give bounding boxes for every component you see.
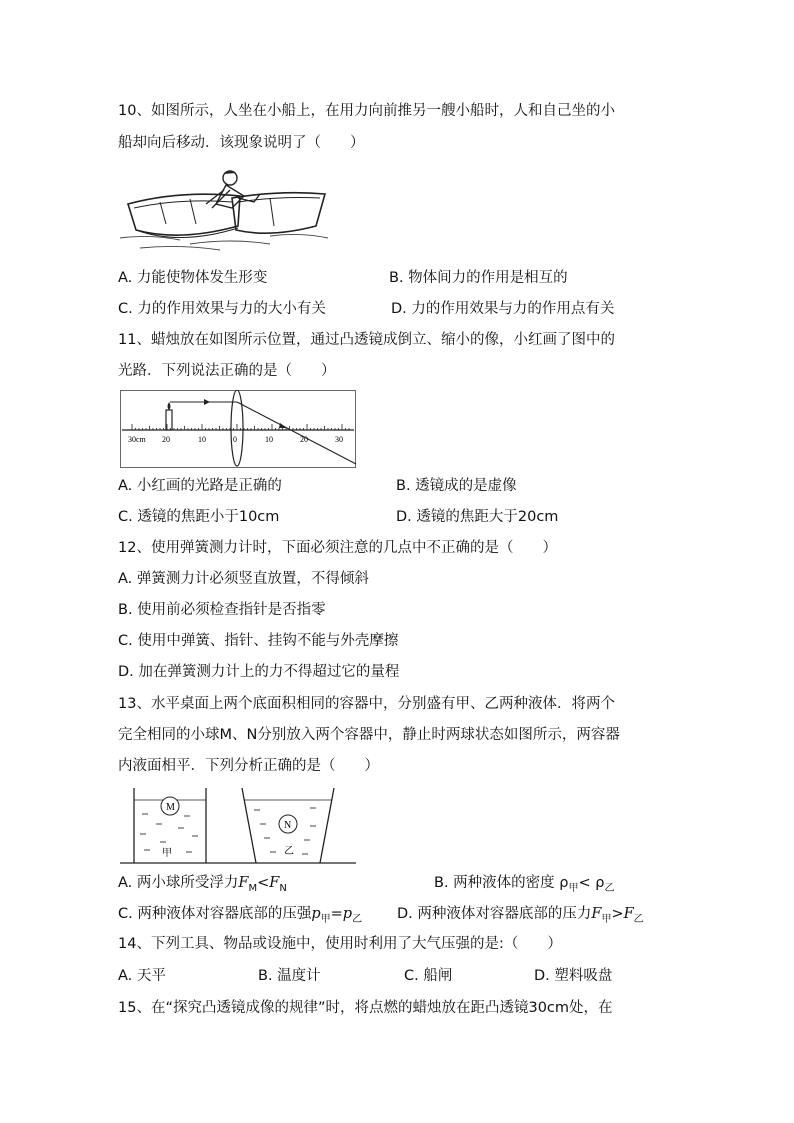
q13-option-d-s2: 乙	[633, 913, 644, 925]
q13-option-c-text: C. 两种液体对容器底部的压强	[118, 906, 312, 922]
q13-option-c-rel: =	[330, 906, 343, 922]
ruler-label-20-left: 20	[162, 435, 170, 444]
q12-option-a: A. 弹簧测力计必须竖直放置，不得倾斜	[118, 571, 369, 587]
q14-option-c: C. 船闸	[404, 968, 453, 984]
q13-option-a-rel: <	[257, 875, 270, 891]
q10-option-d: D. 力的作用效果与力的作用点有关	[391, 301, 615, 317]
q13-option-c-p1: p	[311, 906, 321, 922]
q13-option-c-p2: p	[342, 906, 353, 922]
q10-option-c: C. 力的作用效果与力的大小有关	[118, 301, 326, 317]
q11-option-d: D. 透镜的焦距大于20cm	[396, 509, 559, 525]
q13-stem-line3: 内液面相平．下列分析正确的是（ ）	[118, 758, 379, 774]
q11-stem-line2: 光路．下列说法正确的是（ ）	[118, 363, 336, 379]
q14-option-d: D. 塑料吸盘	[534, 968, 613, 984]
label-yi: 乙	[284, 846, 294, 857]
q13-option-d-rel: >	[611, 906, 624, 922]
q13-option-d-text: D. 两种液体对容器底部的压力	[397, 906, 592, 922]
ruler-label-30cm-left: 30cm	[128, 435, 146, 444]
q10-stem-line2: 船却向后移动．该现象说明了（ ）	[118, 135, 365, 151]
q11-option-a: A. 小红画的光路是正确的	[118, 478, 282, 494]
label-jia: 甲	[162, 848, 172, 859]
ruler-label-20-right: 20	[300, 435, 308, 444]
q11-option-c: C. 透镜的焦距小于10cm	[118, 509, 280, 525]
q13-containers-figure	[120, 784, 360, 868]
q10-boat-figure	[120, 168, 330, 254]
q12-stem-line1: 12、使用弹簧测力计时，下面必须注意的几点中不正确的是（ ）	[118, 540, 557, 556]
q12-option-d: D. 加在弹簧测力计上的力不得超过它的量程	[118, 664, 400, 680]
ruler-label-10-right: 10	[265, 435, 273, 444]
q14-option-b: B. 温度计	[258, 968, 321, 984]
q11-lens-figure	[120, 390, 360, 470]
q13-option-b-rel: < ρ	[578, 875, 605, 891]
q13-option-a-f2: F	[269, 875, 280, 891]
q13-stem-line1: 13、水平桌面上两个底面积相同的容器中，分别盛有甲、乙两种液体．将两个	[118, 696, 615, 712]
q13-option-b-text: B. 两种液体的密度 ρ	[434, 875, 569, 891]
q13-option-a-s2: N	[279, 882, 287, 894]
q13-option-d-s1: 甲	[601, 913, 612, 925]
ruler-label-30-right: 30	[335, 435, 343, 444]
q13-option-b-s2: 乙	[604, 882, 615, 894]
q11-stem-line1: 11、蜡烛放在如图所示位置，通过凸透镜成倒立、缩小的像，小红画了图中的	[118, 332, 615, 348]
q10-stem-line1: 10、如图所示，人坐在小船上，在用力向前推另一艘小船时，人和自己坐的小	[118, 103, 615, 119]
q11-option-b: B. 透镜成的是虚像	[396, 478, 517, 494]
q14-option-a: A. 天平	[118, 968, 166, 984]
q10-option-a: A. 力能使物体发生形变	[118, 270, 268, 286]
q13-option-a-s1: M	[248, 882, 258, 894]
ruler-label-0: 0	[233, 435, 237, 444]
q15-stem-line1: 15、在“探究凸透镜成像的规律”时，将点燃的蜡烛放在距凸透镜30cm处，在	[118, 1000, 613, 1016]
q12-option-b: B. 使用前必须检查指针是否指零	[118, 602, 326, 618]
q13-option-d	[397, 904, 644, 930]
q13-option-c	[118, 904, 362, 930]
ruler-label-10-left: 10	[198, 435, 206, 444]
q13-option-b-s1: 甲	[568, 882, 579, 894]
q10-option-b: B. 物体间力的作用是相互的	[389, 270, 568, 286]
q14-stem-line1: 14、下列工具、物品或设施中，使用时利用了大气压强的是:（ ）	[118, 936, 562, 952]
q13-option-c-s2: 乙	[352, 913, 363, 925]
q13-option-d-f1: F	[591, 906, 602, 922]
q13-option-b	[434, 873, 614, 899]
ball-n-label: N	[284, 820, 292, 831]
q13-option-a-f1: F	[238, 875, 249, 891]
q13-stem-line2: 完全相同的小球M、N分别放入两个容器中，静止时两球状态如图所示，两容器	[118, 727, 620, 743]
q13-option-a	[118, 873, 287, 899]
q13-option-d-f2: F	[623, 906, 634, 922]
ball-m-label: M	[166, 802, 175, 813]
q12-option-c: C. 使用中弹簧、指针、挂钩不能与外壳摩擦	[118, 633, 399, 649]
q13-option-a-text: A. 两小球所受浮力	[118, 875, 239, 891]
q13-option-c-s1: 甲	[320, 913, 331, 925]
